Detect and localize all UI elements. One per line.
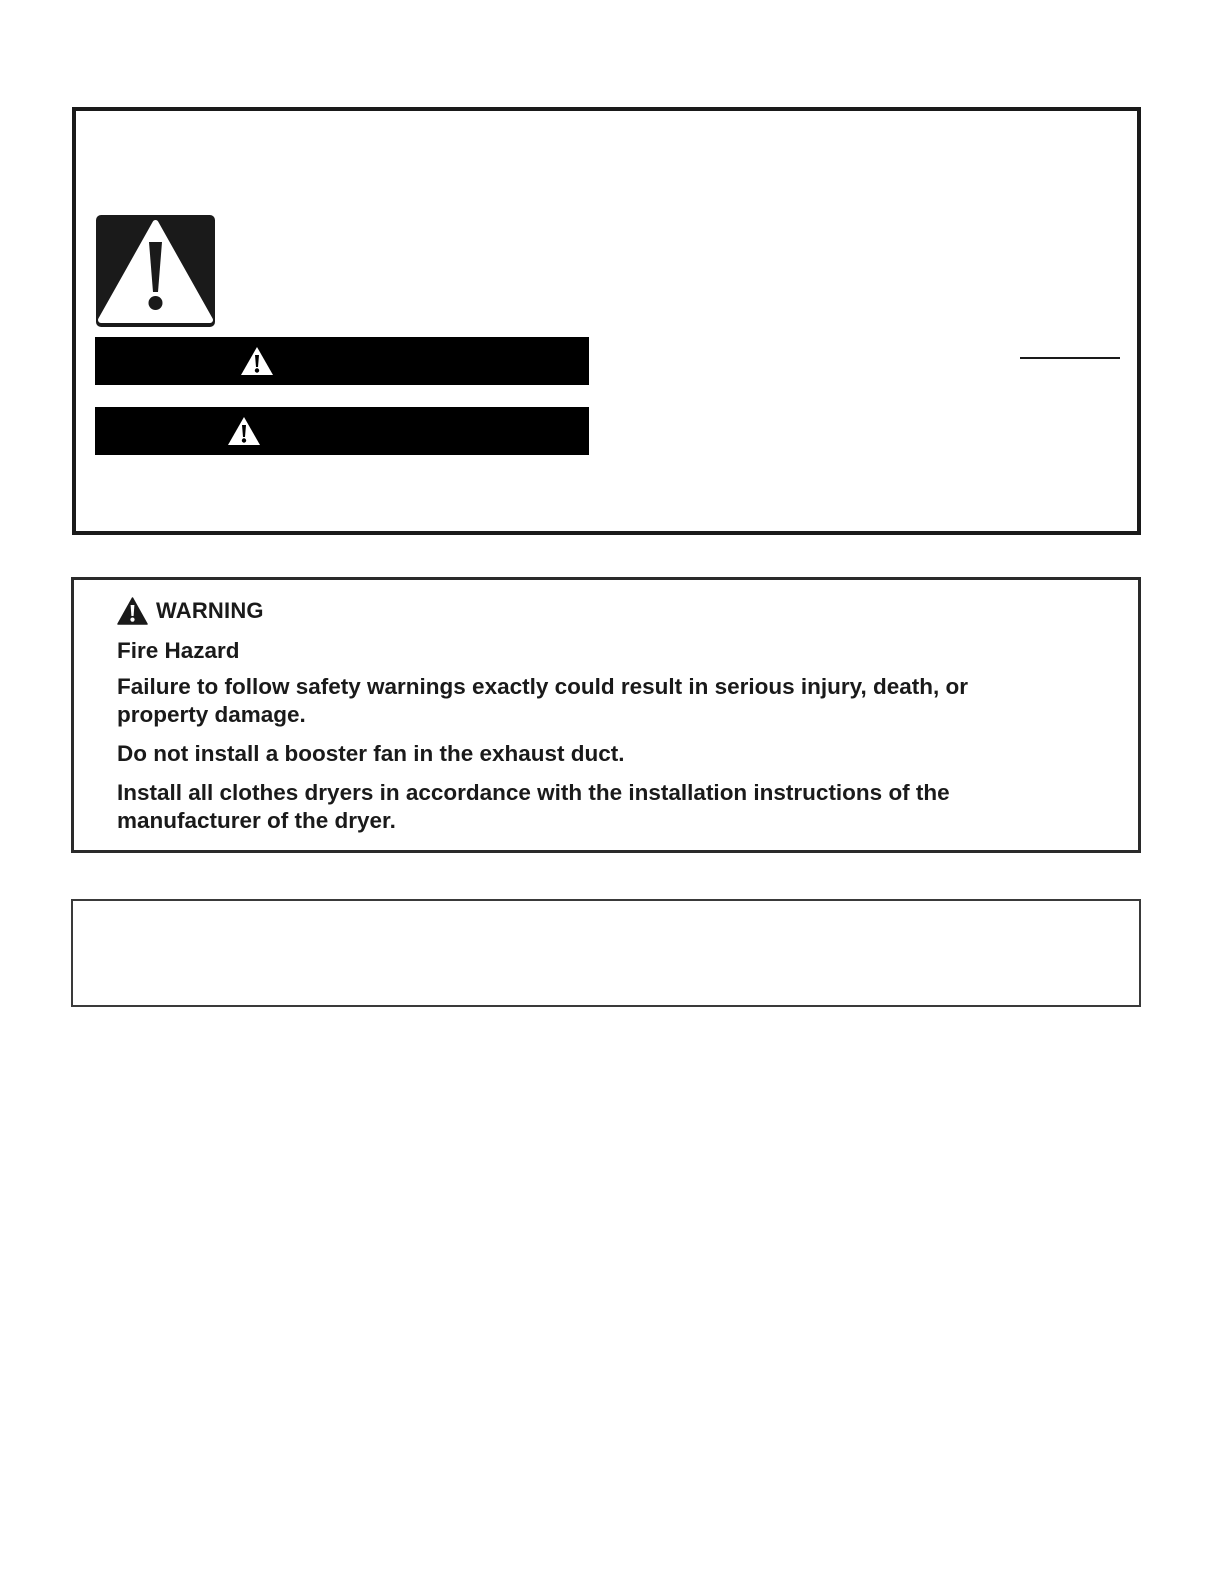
safety-information-box — [72, 107, 1141, 535]
underline-rule — [1020, 357, 1120, 359]
notice-box — [71, 899, 1141, 1007]
safety-alert-triangle-icon — [96, 215, 215, 327]
small-alert-triangle-icon — [227, 416, 261, 446]
danger-signal-bar — [95, 337, 589, 385]
warning-signal-bar — [95, 407, 589, 455]
hazard-type: Fire Hazard — [117, 638, 240, 663]
warning-triangle-icon — [117, 597, 148, 625]
fire-hazard-warning-box — [71, 577, 1141, 853]
booster-fan-instruction: Do not install a booster fan in the exhaust duct. — [117, 741, 625, 766]
warning-consequence-text: Failure to follow safety warnings exactly could result in serious injury, death, or property damage. — [117, 674, 969, 727]
warning-heading — [117, 595, 264, 627]
small-alert-triangle-icon — [240, 346, 274, 376]
warning-label: WARNING — [156, 598, 264, 623]
installation-instruction: Install all clothes dryers in accordance with the installation instructions of the manufacturer of the dryer. — [117, 780, 950, 833]
